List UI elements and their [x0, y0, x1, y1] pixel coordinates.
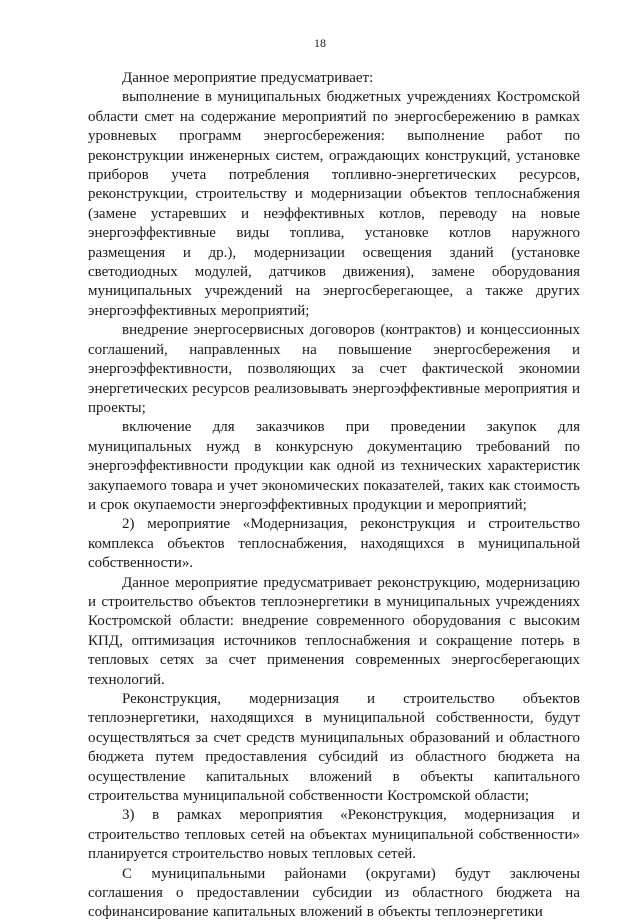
- paragraph-procurement-requirements: включение для заказчиков при проведении закупок для муниципальных нужд в конкурсную документацию требований по энергоэффективности продукции как одной из технических характеристик закупаемого товара и учет экономических показателей, таких как стоимость и срок окупаемости энергоэффективных продукции и мероприятий;: [88, 419, 580, 513]
- paragraph-reconstruction-funding: Реконструкция, модернизация и строительство объектов теплоэнергетики, находящихся в муниципальной собственности, будут осуществляться за счет средств муниципальных образований и областного бюджета путем предоставления субсидий из областного бюджета на осуществление капитальных вложений в объекты капитального строительства муниципальной собственности Костромской области;: [88, 691, 580, 805]
- page-number: 18: [314, 36, 326, 50]
- paragraph-intro: Данное мероприятие предусматривает:: [122, 70, 374, 86]
- paragraph-measure-2-description: Данное мероприятие предусматривает реконструкцию, модернизацию и строительство объектов теплоэнергетики в муниципальных учреждениях Костромской области: внедрение современного оборудования с высоким КПД, оптимизация источников теплоснабжения и сокращение потерь в тепловых сетях за счет применения современных энергосберегающих технологий.: [88, 574, 580, 688]
- body-text: [88, 69, 580, 923]
- paragraph-measure-2: 2) мероприятие «Модернизация, реконструкция и строительство комплекса объектов теплоснабжения, находящихся в муниципальной собственности».: [88, 516, 580, 572]
- paragraph-measure-3: 3) в рамках мероприятия «Реконструкция, модернизация и строительство тепловых сетей на объектах муниципальной собственности» планируется строительство новых тепловых сетей.: [88, 807, 580, 863]
- paragraph-budget-institutions: выполнение в муниципальных бюджетных учреждениях Костромской области смет на содержание мероприятий по энергосбережению в рамках уровневых программ энергосбережения: выполнение работ по реконструкции инженерных систем, ограждающих конструкций, установке приборов учета потребления топливно-энергетических ресурсов, реконструкции, строительству и модернизации объектов теплоснабжения (замене устаревших и неэффективных котлов, переводу на новые энергоэффективные виды топлива, установке котлов наружного размещения и др.), модернизации освещения зданий (установке светодиодных модулей, датчиков движения), замене оборудования муниципальных учреждений на энергосберегающее, а также других энергоэффективных мероприятий;: [88, 89, 580, 319]
- paragraph-agreements: С муниципальными районами (округами) будут заключены соглашения о предоставлении субсидии из областного бюджета на софинансирование капитальных вложений в объекты теплоэнергетики: [88, 865, 580, 921]
- paragraph-energy-service-contracts: внедрение энергосервисных договоров (контрактов) и концессионных соглашений, направленных на повышение энергосбережения и энергоэффективности, позволяющих за счет фактической экономии энергетических ресурсов реализовывать энергоэффективные мероприятия и проекты;: [88, 322, 580, 416]
